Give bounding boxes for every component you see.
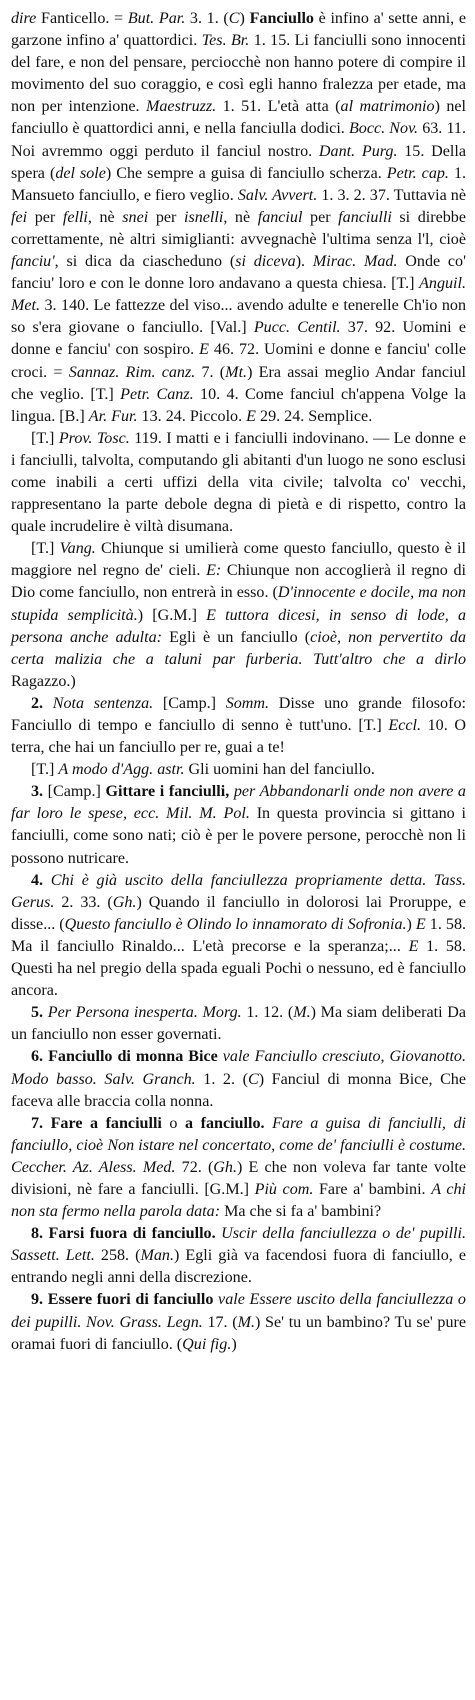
entry-paragraph-adjective-use: [T.] A modo d'Agg. astr. Gli uomini han del fanciullo.	[31, 761, 375, 779]
entry-paragraph-gospel: [T.] Vang. Chiunque si umilierà come questo fanciullo, questo è il maggiore nel regno de' cieli. E: Chiunque non accoglierà il regno di Dio come fanciullo, non entrerà in esso. (D'innocente e docile, ma non stupida semplicità.) [G.M.] E tuttora dicesi, in senso di lode, a persona anche adulta: Egli è un fanciullo (cioè, non pervertito da certa malizia che a taluni par furberia. Tutt'altro che a dirlo Ragazzo.)	[11, 540, 467, 690]
entry-section-9: 9. Essere fuori di fanciullo vale Essere uscito della fanciullezza o dei pupilli. Nov. Grass. Legn. 17. (M.) Se' tu un bambino? Tu se' pure oramai fuori di fanciullo. (Qui fig.)	[11, 1291, 466, 1353]
entry-section-8: 8. Farsi fuora di fanciullo. Uscir della fanciullezza o de' pupilli. Sassett. Lett. 258. (Man.) Egli già va facendosi fuora di fanciullo, e entrando negli anni della discrezione.	[11, 1225, 466, 1287]
entry-section-3: 3. [Camp.] Gittare i fanciulli, per Abbandonarli onde non avere a far loro le spese, ecc. Mil. M. Pol. In questa provincia si gittano i fanciulli, come sono nati; ciò è per le povere persone, perocchè non li possono nutricare.	[11, 783, 466, 867]
entry-paragraph-proverb: [T.] Prov. Tosc. 119. I matti e i fanciulli indovinano. — Le donne e i fanciulli, talvolta, computando gli abitanti d'un luogo ne sono esclusi come inabili a certi uffizi della vita civile; talvolta co' vecchi, rappresentano la parte debole degna di pietà e di rispetto, contro la quale incrudelire è viltà disumana.	[11, 429, 466, 536]
entry-section-5: 5. Per Persona inesperta. Morg. 1. 12. (M.) Ma siam deliberati Da un fanciullo non esser governati.	[11, 1004, 466, 1044]
entry-section-2: 2. Nota sentenza. [Camp.] Somm. Disse uno grande filosofo: Fanciullo di tempo e fanciullo di senno è tutt'uno. [T.] Eccl. 10. O terra, che hai un fanciullo per re, guai a te!	[11, 694, 466, 757]
entry-paragraph-intro: dire Fanticello. = But. Par. 3. 1. (C) Fanciullo è infino a' sette anni, e garzone infino a' quattordici. Tes. Br. 1. 15. Li fanciulli sono innocenti del fare, e non del pensare, perciocchè non hanno potere di compire il movimento del suo coraggio, e così egli hanno fralezza per etade, ma non per intenzione. Maestruzz. 1. 51. L'età atta (al matrimonio) nel fanciullo è quattordici anni, e nella fanciulla dodici. Bocc. Nov. 63. 11. Noi avremmo oggi perduto il fanciul nostro. Dant. Purg. 15. Della spera (del sole) Che sempre a guisa di fanciullo scherza. Petr. cap. 1. Mansueto fanciullo, e fiero veglio. Salv. Avvert. 1. 3. 2. 37. Tuttavia nè fei per felli, nè snei per isnelli, nè fanciul per fanciulli si direbbe correttamente, nè altri simiglianti: avvegnachè l'ultima senza l'l, cioè fanciu', si dica da ciascheduno (si diceva). Mirac. Mad. Onde co' fanciu' loro e con le donne loro andavano a questa chiesa. [T.] Anguil. Met. 3. 140. Le fattezze del viso... avendo adulte e tenerelle Ch'io non so s'era giovane o fanciullo. [Val.] Pucc. Centil. 37. 92. Uomini e donne e fanciu' con sospiro. E 46. 72. Uomini e donne e fanciu' colle croci. = Sannaz. Rim. canz. 7. (Mt.) Era assai meglio Andar fanciul che veglio. [T.] Petr. Canz. 10. 4. Come fanciul ch'appena Volge la lingua. [B.] Ar. Fur. 13. 24. Piccolo. E 29. 24. Semplice.	[11, 10, 467, 425]
entry-section-7: 7. Fare a fanciulli o a fanciullo. Fare a guisa di fanciulli, di fanciullo, cioè Non istare nel concertato, come de' fanciulli è costume. Ceccher. Az. Aless. Med. 72. (Gh.) E che non voleva far tante volte divisioni, nè fare a fanciulli. [G.M.] Più com. Fare a' bambini. A chi non sta fermo nella parola data: Ma che si fa a' bambini?	[11, 1114, 467, 1221]
entry-section-4: 4. Chi è già uscito della fanciullezza propriamente detta. Tass. Gerus. 2. 33. (Gh.) Quando il fanciullo in dolorosi lai Proruppe, e disse... (Questo fanciullo è Olindo lo innamorato di Sofronia.) E 1. 58. Ma il fanciullo Rinaldo... L'età precorse e la speranza;... E 1. 58. Questi ha nel pregio della spada eguali Pochi o nessuno, ed è fanciullo ancora.	[11, 871, 467, 1000]
entry-section-6: 6. Fanciullo di monna Bice vale Fanciullo cresciuto, Giovanotto. Modo basso. Salv. Granch. 1. 2. (C) Fanciul di monna Bice, Che faceva alle braccia colla nonna.	[11, 1048, 466, 1110]
